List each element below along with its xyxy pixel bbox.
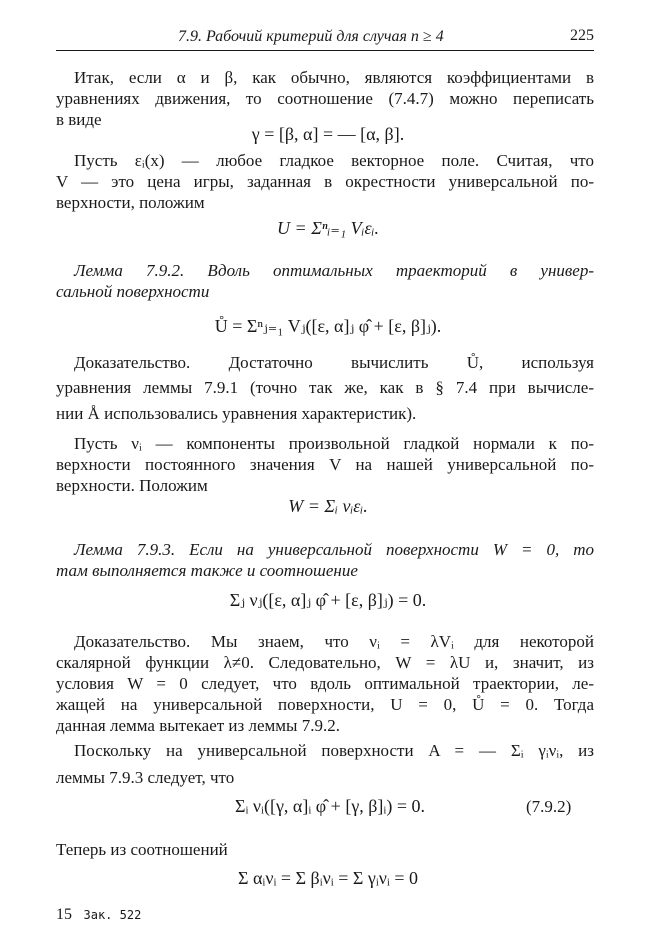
paragraph-line: V — это цена игры, заданная в окрестности универсальной по- [56, 172, 594, 191]
lemma-line: сальной поверхности [56, 282, 210, 301]
paragraph-line: в виде [56, 110, 102, 129]
printer-signature [56, 906, 141, 924]
proof-line: скалярной функции λ≠0. Следовательно, W = λU и, значит, из [56, 653, 594, 672]
order-number: Зак. 522 [83, 908, 142, 922]
paragraph-line: Пусть νᵢ — компоненты произвольной гладкой нормали к по- [74, 434, 594, 453]
formula-u-sum: U = Σⁿᵢ₌₁ Vᵢεᵢ. [277, 218, 379, 238]
page-number: 225 [570, 27, 594, 44]
paragraph-line: Итак, если α и β, как обычно, являются коэффициентами в [74, 68, 594, 87]
running-header-title: 7.9. Рабочий критерий для случая n ≥ 4 [178, 28, 444, 45]
header-rule [56, 50, 594, 51]
proof-line: Доказательство. Мы знаем, что νᵢ = λVᵢ для некоторой [74, 632, 594, 651]
paragraph-line: Пусть εᵢ(x) — любое гладкое векторное поле. Считая, что [74, 151, 594, 170]
formula-sums-zero: Σ αᵢνᵢ = Σ βᵢνᵢ = Σ γᵢνᵢ = 0 [237, 868, 418, 888]
formula-gamma: γ = [β, α] = — [α, β]. [251, 124, 405, 144]
formula-7-9-2: Σᵢ νᵢ([γ, α]ᵢ φ̂ + [γ, β]ᵢ) = 0. [234, 796, 426, 816]
paragraph-line: Теперь из соотношений [56, 840, 228, 859]
proof-line: уравнения леммы 7.9.1 (точно так же, как в § 7.4 при вычисле- [56, 378, 594, 397]
paragraph-line: уравнениях движения, то соотношение (7.4.7) можно переписать [56, 89, 594, 108]
lemma-line: там выполняется также и соотношение [56, 561, 358, 580]
proof-line: Доказательство. Достаточно вычислить Ů, используя [74, 353, 594, 372]
paragraph-line: верхности, положим [56, 193, 205, 212]
paragraph-line: леммы 7.9.3 следует, что [56, 768, 235, 787]
formula-w: W = Σᵢ νᵢεᵢ. [288, 496, 368, 516]
lemma-line: Лемма 7.9.3. Если на универсальной поверхности W = 0, то [74, 540, 594, 559]
lemma-line: Лемма 7.9.2. Вдоль оптимальных траекторий в универ- [74, 261, 594, 280]
paragraph-line: Поскольку на универсальной поверхности A = — Σᵢ γᵢνᵢ, из [74, 741, 594, 760]
paragraph-line: верхности постоянного значения V на нашей универсальной по- [56, 455, 594, 474]
signature-number: 15 [56, 906, 72, 923]
formula-lemma-793: Σⱼ νⱼ([ε, α]ⱼ φ̂ + [ε, β]ⱼ) = 0. [229, 590, 427, 610]
formula-u-dot: Ů = Σⁿⱼ₌₁ Vⱼ([ε, α]ⱼ φ̂ + [ε, β]ⱼ). [214, 316, 442, 336]
paragraph-line: верхности. Положим [56, 476, 208, 495]
equation-number: (7.9.2) [526, 797, 572, 816]
proof-line: условия W = 0 следует, что вдоль оптимальной траектории, ле- [56, 674, 594, 693]
proof-line: нии Å использовались уравнения характеристик). [56, 404, 417, 423]
proof-line: жащей на универсальной поверхности, U = 0, Ů = 0. Тогда [56, 695, 594, 714]
proof-line: данная лемма вытекает из леммы 7.9.2. [56, 716, 340, 735]
